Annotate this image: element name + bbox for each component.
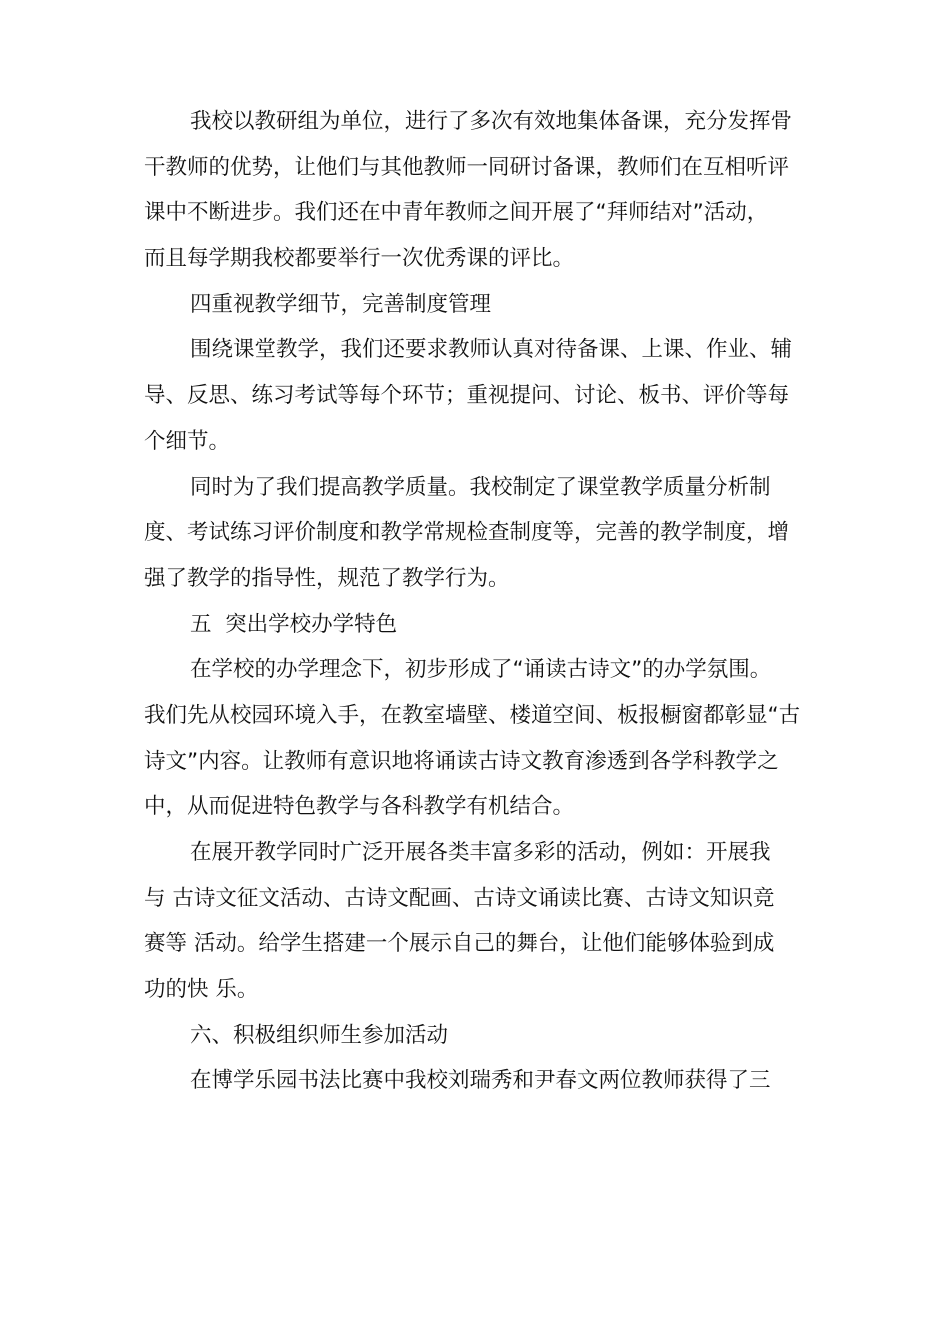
section-heading-four <box>144 282 824 328</box>
heading-line: 六、积极组织师生参加活动 <box>190 1022 449 1048</box>
text-line: 课中不断进步。我们还在中青年教师之间开展了“拜师结对”活动， <box>144 200 769 226</box>
heading-line: 四重视教学细节，完善制度管理 <box>190 291 492 317</box>
text-line: 个细节。 <box>144 428 231 454</box>
text-line: 赛等 活动。给学生搭建一个展示自己的舞台，让他们能够体验到成 <box>144 931 775 957</box>
text-line: 围绕课堂教学，我们还要求教师认真对待备课、上课、作业、辅 <box>190 337 793 363</box>
text-line: 在博学乐园书法比赛中我校刘瑞秀和尹春文两位教师获得了三 <box>190 1068 771 1094</box>
text-line: 在学校的办学理念下，初步形成了“诵读古诗文”的办学氛围。 <box>190 657 772 683</box>
text-line: 我校以教研组为单位，进行了多次有效地集体备课，充分发挥骨 <box>190 109 793 134</box>
paragraph-classroom-teaching <box>144 327 824 464</box>
text-line: 强了教学的指导性，规范了教学行为。 <box>144 565 510 591</box>
paragraph-quality-system <box>144 465 824 602</box>
text-line: 功的快 乐。 <box>144 977 259 1003</box>
text-line: 度、考试练习评价制度和教学常规检查制度等，完善的教学制度，增 <box>144 520 790 546</box>
text-line: 诗文”内容。让教师有意识地将诵读古诗文教育渗透到各学科教学之 <box>144 748 779 774</box>
text-line: 导、反思、练习考试等每个环节；重视提问、讨论、板书、评价等每 <box>144 383 790 409</box>
text-line: 干教师的优势，让他们与其他教师一同研讨备课，教师们在互相听评 <box>144 154 790 180</box>
paragraph-collective-lesson-prep <box>144 99 824 282</box>
text-line: 与 古诗文征文活动、古诗文配画、古诗文诵读比赛、古诗文知识竞 <box>144 885 775 911</box>
text-line: 而且每学期我校都要举行一次优秀课的评比。 <box>144 246 575 272</box>
text-line: 在展开教学同时广泛开展各类丰富多彩的活动，例如：开展我 <box>190 840 771 865</box>
section-heading-six <box>144 1013 824 1059</box>
section-heading-five <box>144 602 824 648</box>
paragraph-school-philosophy <box>144 647 824 830</box>
paragraph-calligraphy-contest <box>144 1058 824 1104</box>
heading-line: 五 突出学校办学特色 <box>190 611 398 637</box>
paragraph-activities <box>144 830 824 1013</box>
text-line: 我们先从校园环境入手，在教室墙壁、楼道空间、板报橱窗都彰显“古 <box>144 702 801 728</box>
document-body <box>144 99 824 1104</box>
text-line: 同时为了我们提高教学质量。我校制定了课堂教学质量分析制 <box>190 474 771 500</box>
text-line: 中，从而促进特色教学与各科教学有机结合。 <box>144 794 575 820</box>
